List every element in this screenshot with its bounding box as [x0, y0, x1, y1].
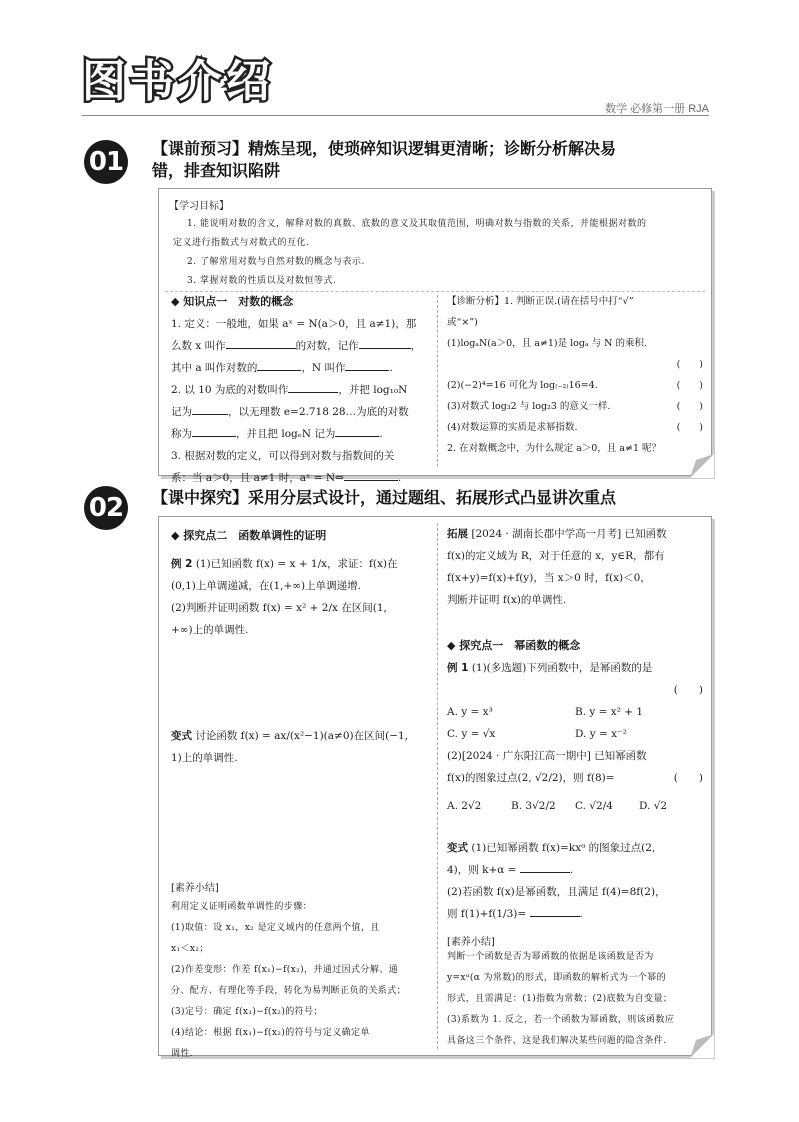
- kp-line: 1. 定义：一般地，如果 aˣ = N(a＞0，且 a≠1)，那: [171, 318, 417, 330]
- variant-exercise: [171, 725, 433, 769]
- explore-point-2-title: ◆ 探究点二 函数单调性的证明: [171, 529, 327, 542]
- option-a[interactable]: A. y = x³: [447, 706, 493, 718]
- goal-item: 定义进行指数式与对数式的互化.: [173, 238, 310, 248]
- diagnosis-item: (4)对数运算的实质是求幂指数. ( ): [447, 417, 703, 438]
- diagnosis-section: [447, 291, 703, 459]
- option-c[interactable]: C. √2/4: [575, 800, 613, 812]
- summary-title: [素养小结]: [447, 937, 495, 948]
- extension-label: 拓展: [447, 528, 468, 540]
- answer-paren[interactable]: ( ): [676, 422, 703, 433]
- option-c[interactable]: C. y = √x: [447, 728, 496, 740]
- summary-body: [447, 947, 703, 1052]
- section2-panel: [158, 516, 712, 1059]
- option-b[interactable]: B. y = x² + 1: [575, 706, 644, 718]
- summary-line: (4)结论：根据 f(x₁)−f(x₂)的符号与定义确定单: [171, 1028, 370, 1038]
- example-line: 例 2 (1)已知函数 f(x) = x + 1/x，求证：f(x)在: [171, 558, 398, 570]
- diagnosis-item: (3)对数式 log₃2 与 log₂3 的意义一样. ( ): [447, 396, 703, 417]
- options-row: [447, 701, 703, 723]
- goal-item: 1. 能说明对数的含义，解释对数的真数、底数的意义及其取值范围，明确对数与指数的关系，并能根据对数的: [187, 219, 647, 229]
- summary-line: (1)取值：设 x₁，x₂ 是定义域内的任意两个值，且: [171, 923, 380, 933]
- example-line: (2)[2024 · 广东阳江高一期中] 已知幂函数: [447, 750, 647, 762]
- option-b[interactable]: B. 3√2/2: [511, 800, 556, 812]
- kp-line: 么数 x 叫作 的对数，记作 ，: [171, 335, 433, 357]
- option-a[interactable]: A. 2√2: [447, 800, 482, 812]
- example-line: +∞)上的单调性.: [171, 624, 249, 636]
- option-d[interactable]: D. √2: [639, 800, 668, 812]
- example-line: f(x)的图象过点(2, √2/2)，则 f(8)= ( ): [447, 767, 703, 789]
- variant-line: 变式 讨论函数 f(x) = ax/(x²−1)(a≠0)在区间(−1,: [171, 730, 409, 742]
- knowledge-point-body: [171, 313, 433, 489]
- variant-line: 4)，则 k+α = .: [447, 859, 703, 881]
- variant-label: 变式: [447, 842, 468, 854]
- example-1: [447, 657, 703, 817]
- summary-body: [171, 897, 433, 1065]
- explore-point-1-title: ◆ 探究点一 幂函数的概念: [447, 639, 581, 652]
- extension-line: f(x+y)=f(x)+f(y)，当 x＞0 时，f(x)＜0，: [447, 572, 651, 584]
- summary-line: 判断一个函数是否为幂函数的依据是该函数是否为: [447, 952, 654, 962]
- fill-blank[interactable]: [288, 381, 338, 393]
- diagnosis-item: (2)(−2)⁴=16 可化为 log₍₋₂₎16=4. ( ): [447, 375, 703, 396]
- option-d[interactable]: D. y = x⁻²: [575, 728, 627, 740]
- variant-exercise-right: [447, 837, 703, 925]
- fill-blank[interactable]: [226, 337, 296, 349]
- fill-blank[interactable]: [192, 403, 228, 415]
- summary-line: 形式，且需满足：(1)指数为常数；(2)底数为自变量；: [447, 994, 673, 1004]
- book-subtitle: 数学 必修第一册 RJA: [605, 103, 709, 115]
- example-line: (0,1)上单调递减，在(1,+∞)上单调递增.: [171, 580, 361, 592]
- answer-paren-row: [447, 679, 703, 701]
- kp-line: 2. 以 10 为底的对数叫作 ，并把 log₁₀N: [171, 379, 433, 401]
- diagnosis-question-2: 2. 在对数概念中，为什么规定 a＞0，且 a≠1 呢？: [447, 443, 662, 454]
- section-badge-02: 02: [84, 486, 128, 530]
- summary-line: 具备这三个条件，这是我们解决某些问题的隐含条件.: [447, 1036, 667, 1046]
- fill-blank[interactable]: [345, 359, 389, 371]
- fill-blank[interactable]: [530, 905, 580, 917]
- page-curl-icon: [690, 1034, 714, 1058]
- section1-title-line1: 【课前预习】精炼呈现，使琐碎知识逻辑更清晰；诊断分析解决易: [152, 139, 617, 158]
- summary-title: [素养小结]: [171, 883, 219, 894]
- summary-line: 利用定义证明函数单调性的步骤：: [171, 902, 313, 912]
- options-row: [447, 795, 703, 817]
- goals-list: [173, 215, 701, 291]
- fill-blank[interactable]: [520, 861, 570, 873]
- diagnosis-title: 【诊断分析】1. 判断正误.(请在括号中打“√”: [447, 296, 634, 307]
- book-intro-title: 图书介绍: [82, 56, 274, 107]
- diagnosis-item: (1)logₐN(a＞0，且 a≠1)是 logₐ 与 N 的乘积.: [447, 338, 647, 349]
- fill-blank[interactable]: [359, 337, 411, 349]
- example-label: 例 2: [171, 558, 193, 570]
- fill-blank[interactable]: [192, 425, 236, 437]
- summary-line: 分、配方、有理化等手段，转化为易判断正负的关系式；: [171, 986, 407, 996]
- column-divider: [437, 523, 438, 1049]
- section2-title: 【课中探究】采用分层式设计，通过题组、拓展形式凸显讲次重点: [152, 488, 617, 507]
- summary-line: x₁＜x₂；: [171, 944, 209, 954]
- answer-paren[interactable]: ( ): [676, 401, 703, 412]
- goals-tag: 【学习目标】: [169, 201, 229, 212]
- variant-label: 变式: [171, 730, 192, 742]
- kp-line: 称为 ，并且把 logₑN 记为 .: [171, 423, 433, 445]
- section1-panel: [158, 188, 712, 484]
- answer-paren-row: [447, 354, 703, 375]
- summary-line: (3)定号：确定 f(x₁)−f(x₂)的符号；: [171, 1007, 323, 1017]
- fill-blank[interactable]: [257, 359, 301, 371]
- diagnosis-title-cont: 或“×”): [447, 317, 478, 328]
- fill-blank[interactable]: [344, 469, 398, 481]
- kp-line: 记为 ，以无理数 e=2.718 28…为底的对数: [171, 401, 433, 423]
- goal-item: 2. 了解常用对数与自然对数的概念与表示.: [187, 257, 365, 267]
- variant-line: 则 f(1)+f(1/3)= .: [447, 903, 703, 925]
- variant-line: 变式 (1)已知幂函数 f(x)=kxᵅ 的图象过点(2,: [447, 842, 656, 854]
- page-curl-icon: [690, 454, 714, 478]
- extension-exercise: [447, 523, 703, 611]
- kp-line: 其中 a 叫作对数的 ，N 叫作 .: [171, 357, 433, 379]
- answer-paren[interactable]: ( ): [673, 772, 703, 784]
- extension-line: f(x)的定义域为 R，对于任意的 x，y∈R，都有: [447, 550, 665, 562]
- kp-line: 系：当 a＞0，且 a≠1 时，aˣ = N⇔ .: [171, 467, 433, 489]
- example-line: 例 1 (1)(多选题)下列函数中，是幂函数的是: [447, 662, 653, 674]
- section1-title-line2: 错，排查知识陷阱: [152, 161, 281, 180]
- extension-line: 判断并证明 f(x)的单调性.: [447, 594, 567, 606]
- example-line: (2)判断并证明函数 f(x) = x² + 2/x 在区间(1,: [171, 602, 387, 614]
- kp-line: 3. 根据对数的定义，可以得到对数与指数间的关: [171, 450, 395, 462]
- example-2: [171, 553, 433, 641]
- variant-line: (2)若函数 f(x)是幂函数，且满足 f(4)=8f(2)，: [447, 886, 666, 898]
- header-rule: [82, 115, 709, 116]
- example-label: 例 1: [447, 662, 469, 674]
- summary-line: (2)作差变形：作差 f(x₁)−f(x₂)，并通过因式分解、通: [171, 965, 399, 975]
- summary-line: (3)系数为 1. 反之，若一个函数为幂函数，则该函数应: [447, 1015, 675, 1025]
- variant-line: 1)上的单调性.: [171, 752, 238, 764]
- answer-paren[interactable]: ( ): [673, 684, 703, 696]
- goal-item: 3. 掌握对数的性质以及对数恒等式.: [187, 276, 337, 286]
- summary-line: y=xᵅ(α 为常数)的形式，即函数的解析式为一个幂的: [447, 973, 667, 983]
- answer-paren[interactable]: ( ): [676, 380, 703, 391]
- fill-blank[interactable]: [335, 425, 379, 437]
- answer-paren[interactable]: ( ): [676, 359, 703, 370]
- extension-line: 拓展 [2024 · 湖南长郡中学高一月考] 已知函数: [447, 528, 667, 540]
- options-row: [447, 723, 703, 745]
- section-badge-01: 01: [84, 140, 128, 184]
- summary-line: 调性.: [171, 1049, 194, 1059]
- knowledge-point-title: ◆ 知识点一 对数的概念: [171, 295, 294, 308]
- column-divider: [437, 295, 438, 467]
